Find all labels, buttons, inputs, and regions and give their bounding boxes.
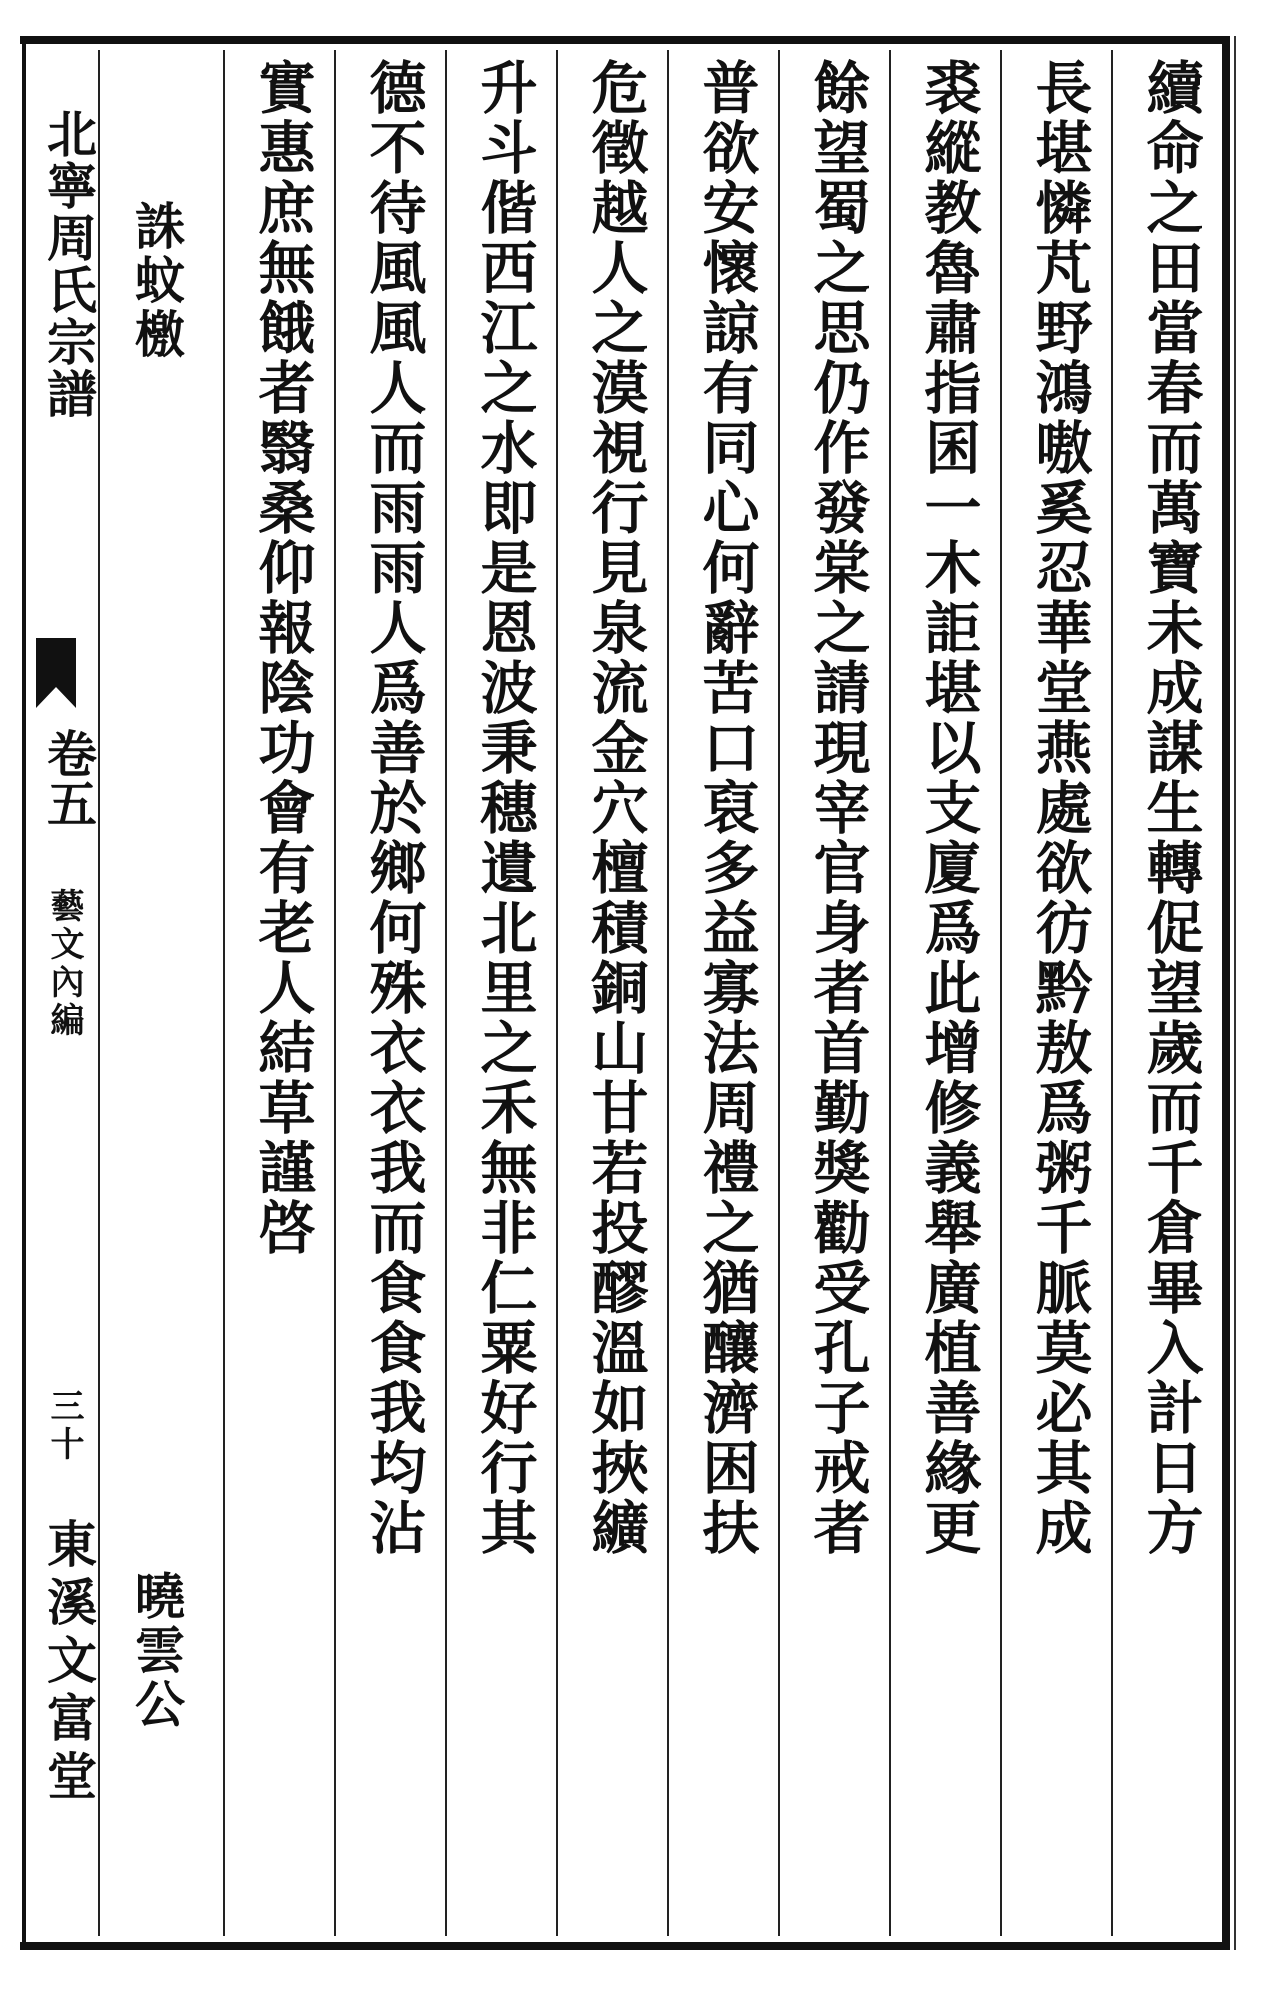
- column-rule: [667, 50, 669, 1936]
- column-rule: [556, 50, 558, 1936]
- text-column-1: 續命之田當春而萬寶未成謀生轉促望歲而千倉畢入計日方: [1137, 58, 1204, 1558]
- fish-tail-mark-icon: [36, 638, 76, 708]
- text-column-4: 餘望蜀之思仍作發棠之請現宰官身者首勤獎勸受孔子戒者: [804, 58, 871, 1558]
- column-rule: [1111, 50, 1113, 1936]
- column-rule: [1000, 50, 1002, 1936]
- section-label: 藝文內編: [44, 888, 84, 1040]
- text-column-2: 長堪憐芃野鴻嗷奚忍華堂燕處欲彷黔敖爲粥千脈莫必其成: [1026, 58, 1093, 1558]
- text-column-3: 裘縱教魯肅指囷一木詎堪以支廈爲此增修義舉廣植善緣更: [915, 58, 982, 1558]
- text-column-8: 德不待風風人而雨雨人爲善於鄉何殊衣衣我而食食我均沾: [360, 58, 427, 1558]
- column-rule: [334, 50, 336, 1936]
- column-rule: [778, 50, 780, 1936]
- frame-bottom-border: [20, 1942, 1230, 1950]
- book-margin: [26, 48, 98, 1934]
- frame-top-border: [20, 36, 1230, 44]
- frame-right-outer-border: [1234, 36, 1236, 1950]
- volume-label: 卷五: [39, 728, 98, 828]
- text-column-6: 危徵越人之漠視行見泉流金穴檀積銅山甘若投醪溫如挾纊: [582, 58, 649, 1558]
- essay-author: 曉雲公: [127, 1570, 186, 1732]
- column-rule: [445, 50, 447, 1936]
- column-rule: [223, 50, 225, 1936]
- essay-title: 誅蚊檄: [127, 200, 186, 362]
- frame-right-border: [1222, 36, 1230, 1950]
- genealogy-title: 北寧周氏宗譜: [39, 108, 98, 420]
- column-rule: [889, 50, 891, 1936]
- hall-name: 東溪文富堂: [39, 1518, 98, 1808]
- text-column-9: 實惠庶無餓者翳桑仰報陰功會有老人結草謹啓: [249, 58, 316, 1258]
- text-column-5: 普欲安懷諒有同心何辭苦口裒多益寡法周禮之猶釀濟困扶: [693, 58, 760, 1558]
- page-number: 三十: [44, 1388, 84, 1464]
- text-column-7: 升斗偕西江之水即是恩波秉穗遺北里之禾無非仁粟好行其: [471, 58, 538, 1558]
